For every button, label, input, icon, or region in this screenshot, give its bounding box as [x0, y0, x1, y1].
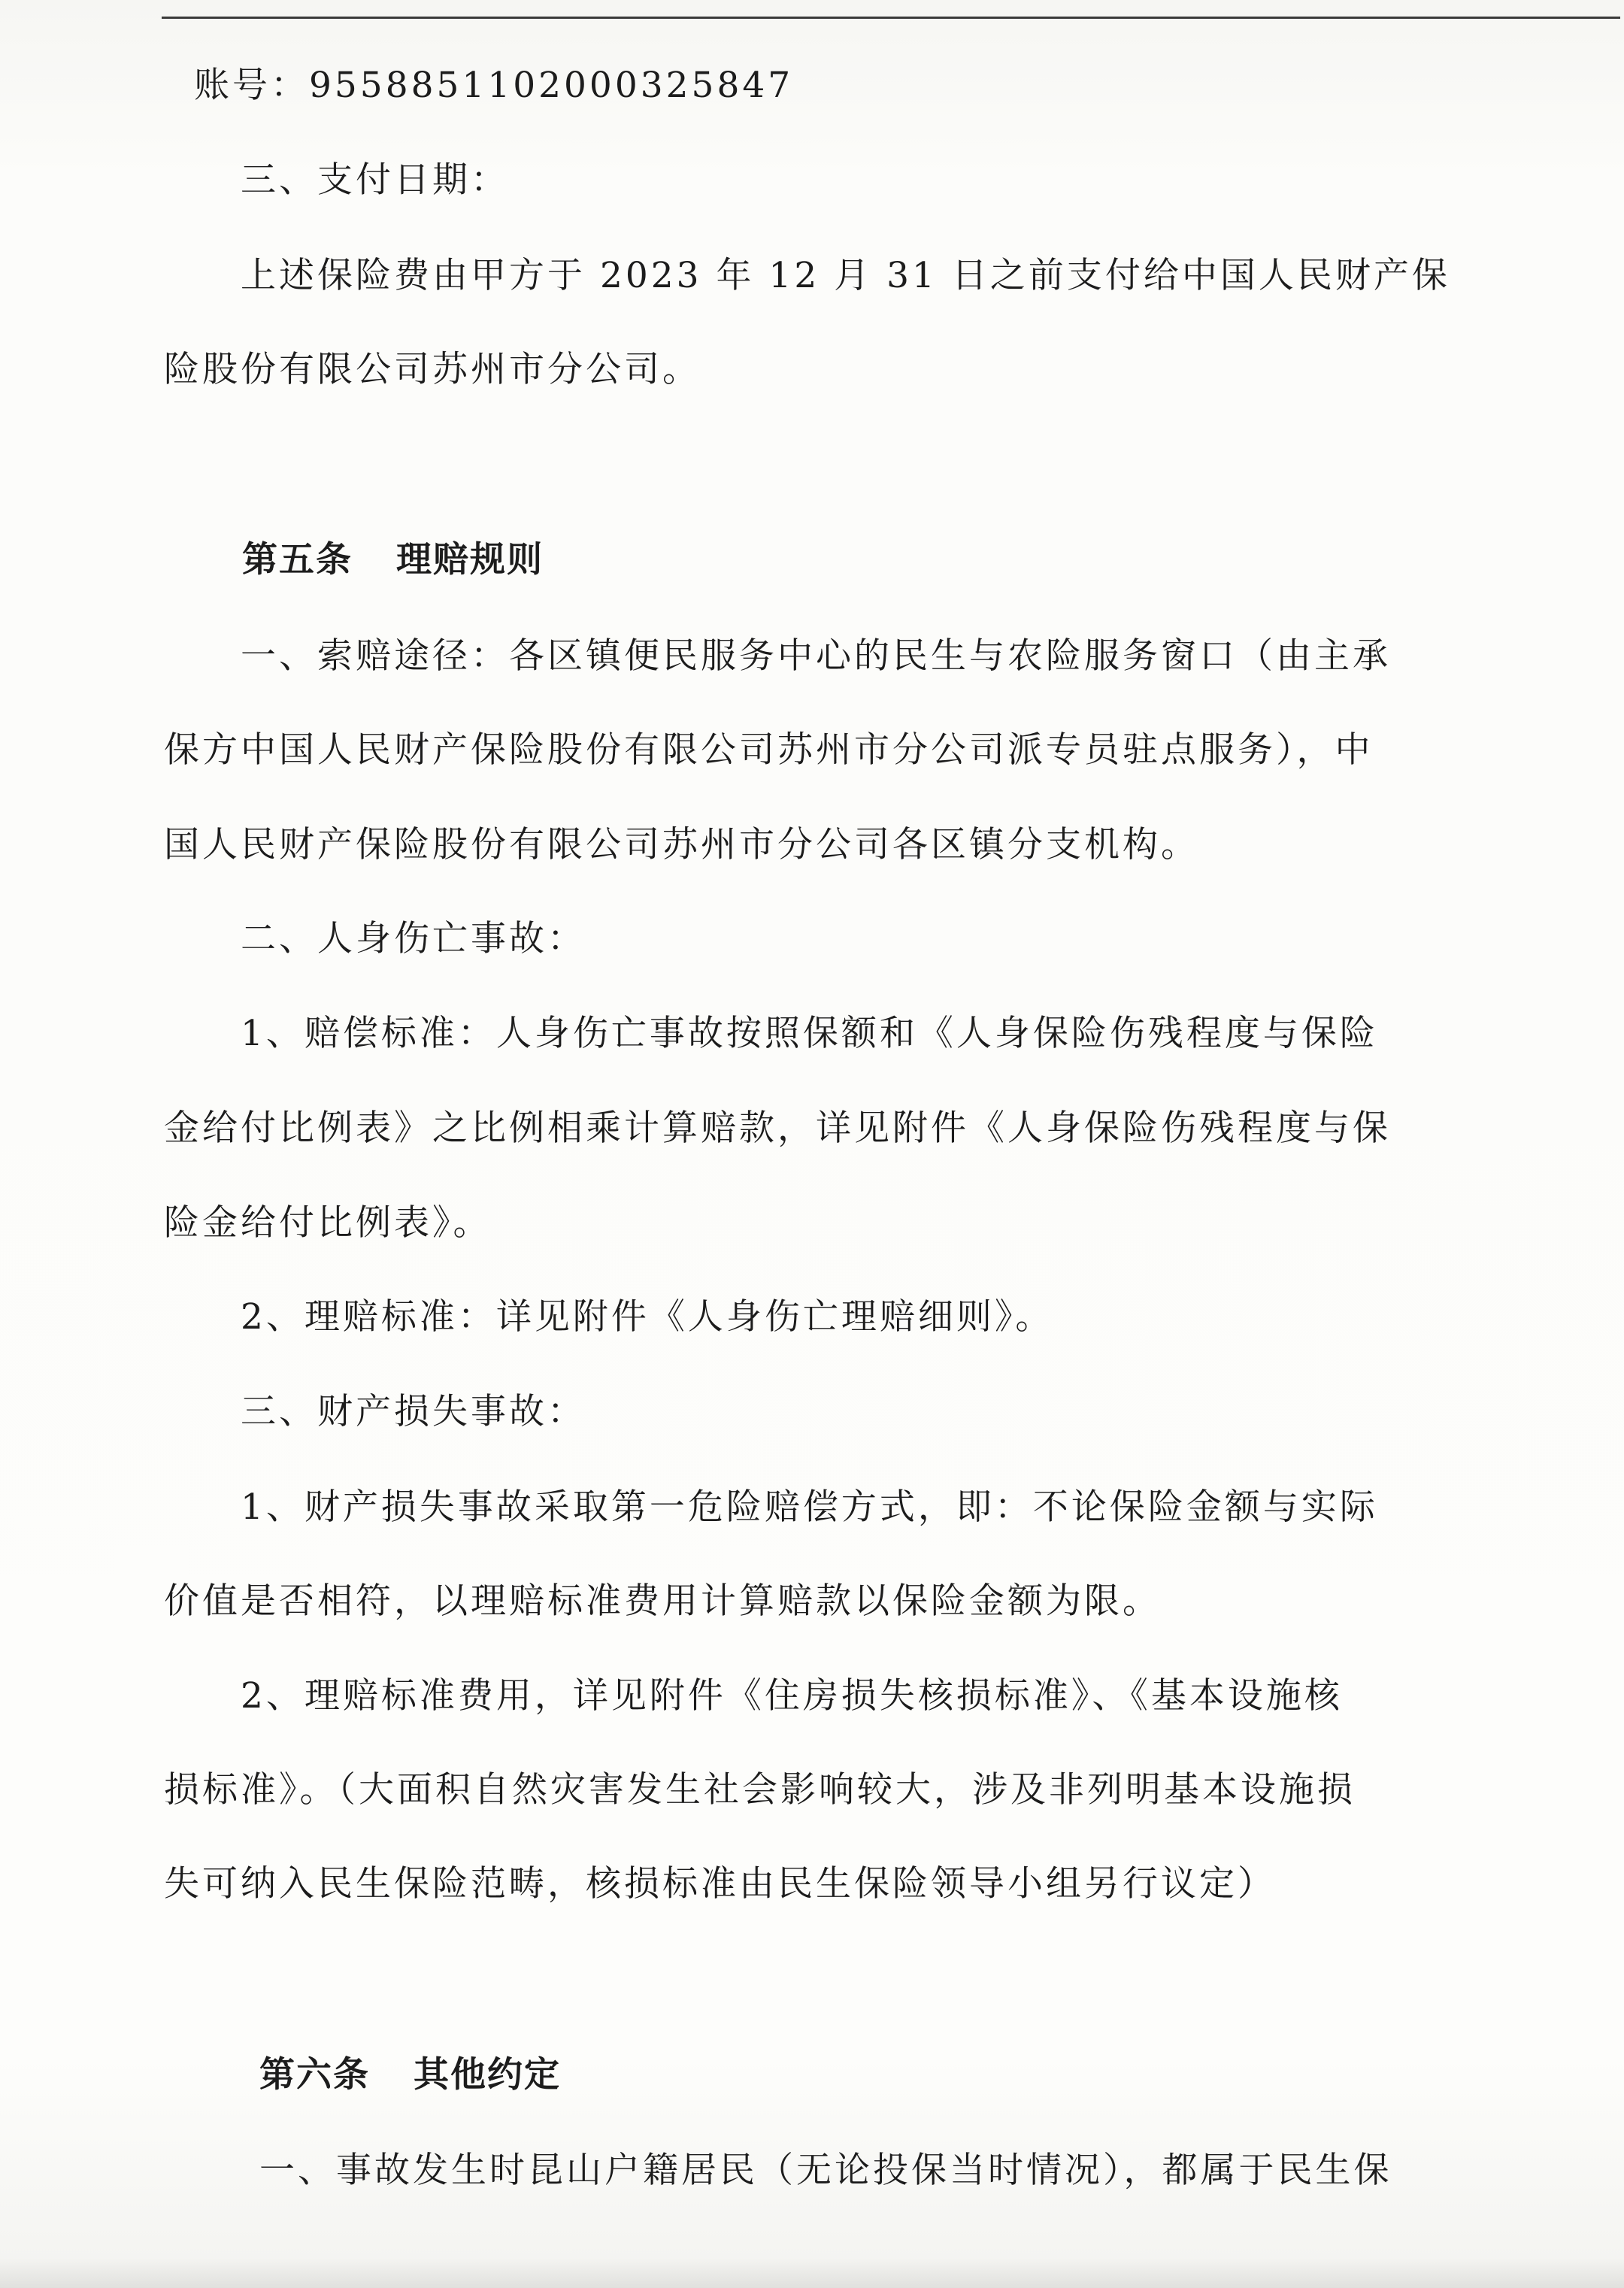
article-5-heading [242, 538, 544, 583]
article-6-title: 其他约定 [414, 2054, 561, 2096]
injury-item-2: 2、理赔标准：详见附件《人身伤亡理赔细则》。 [241, 1296, 1054, 1338]
article-6-number: 第六条 [259, 2054, 370, 2096]
article-5-number: 第五条 [242, 539, 353, 580]
injury-item-1-line: 险金给付比例表》。 [164, 1202, 492, 1244]
article-6-heading [259, 2053, 561, 2098]
top-rule [162, 17, 1620, 19]
injury-title: 二、人身伤亡事故： [241, 918, 586, 959]
claim-route-line: 保方中国人民财产保险股份有限公司苏州市分公司派专员驻点服务），中 [164, 729, 1374, 771]
scan-edge-shade [0, 2258, 1624, 2288]
claim-route-line: 国人民财产保险股份有限公司苏州市分公司各区镇分支机构。 [164, 824, 1199, 865]
claim-route-line: 一、索赔途径：各区镇便民服务中心的民生与农险服务窗口（由主承 [241, 635, 1391, 677]
payment-date-title: 三、支付日期： [241, 159, 509, 201]
property-item-2-line: 失可纳入民生保险范畴，核损标准由民生保险领导小组另行议定） [164, 1863, 1276, 1905]
account-number: 账号：9558851102000325847 [194, 65, 794, 106]
property-item-2-line: 2、理赔标准费用，详见附件《住房损失核损标准》、《基本设施核 [241, 1675, 1343, 1717]
payment-date-text-line: 上述保险费由甲方于 2023 年 12 月 31 日之前支付给中国人民财产保 [241, 255, 1450, 296]
property-item-1-line: 1、财产损失事故采取第一危险赔偿方式，即：不论保险金额与实际 [241, 1486, 1378, 1528]
article-6-item-1-line: 一、事故发生时昆山户籍居民（无论投保当时情况），都属于民生保 [259, 2150, 1392, 2191]
article-5-title: 理赔规则 [396, 539, 544, 580]
property-title: 三、财产损失事故： [241, 1391, 586, 1432]
payment-date-text-line: 险股份有限公司苏州市分公司。 [164, 349, 701, 390]
injury-item-1-line: 1、赔偿标准：人身伤亡事故按照保额和《人身保险伤残程度与保险 [241, 1013, 1378, 1054]
property-item-1-line: 价值是否相符，以理赔标准费用计算赔款以保险金额为限。 [164, 1580, 1161, 1622]
injury-item-1-line: 金给付比例表》之比例相乘计算赔款，详见附件《人身保险伤残程度与保 [164, 1108, 1391, 1149]
property-item-2-line: 损标准》。（大面积自然灾害发生社会影响较大，涉及非列明基本设施损 [164, 1769, 1356, 1811]
